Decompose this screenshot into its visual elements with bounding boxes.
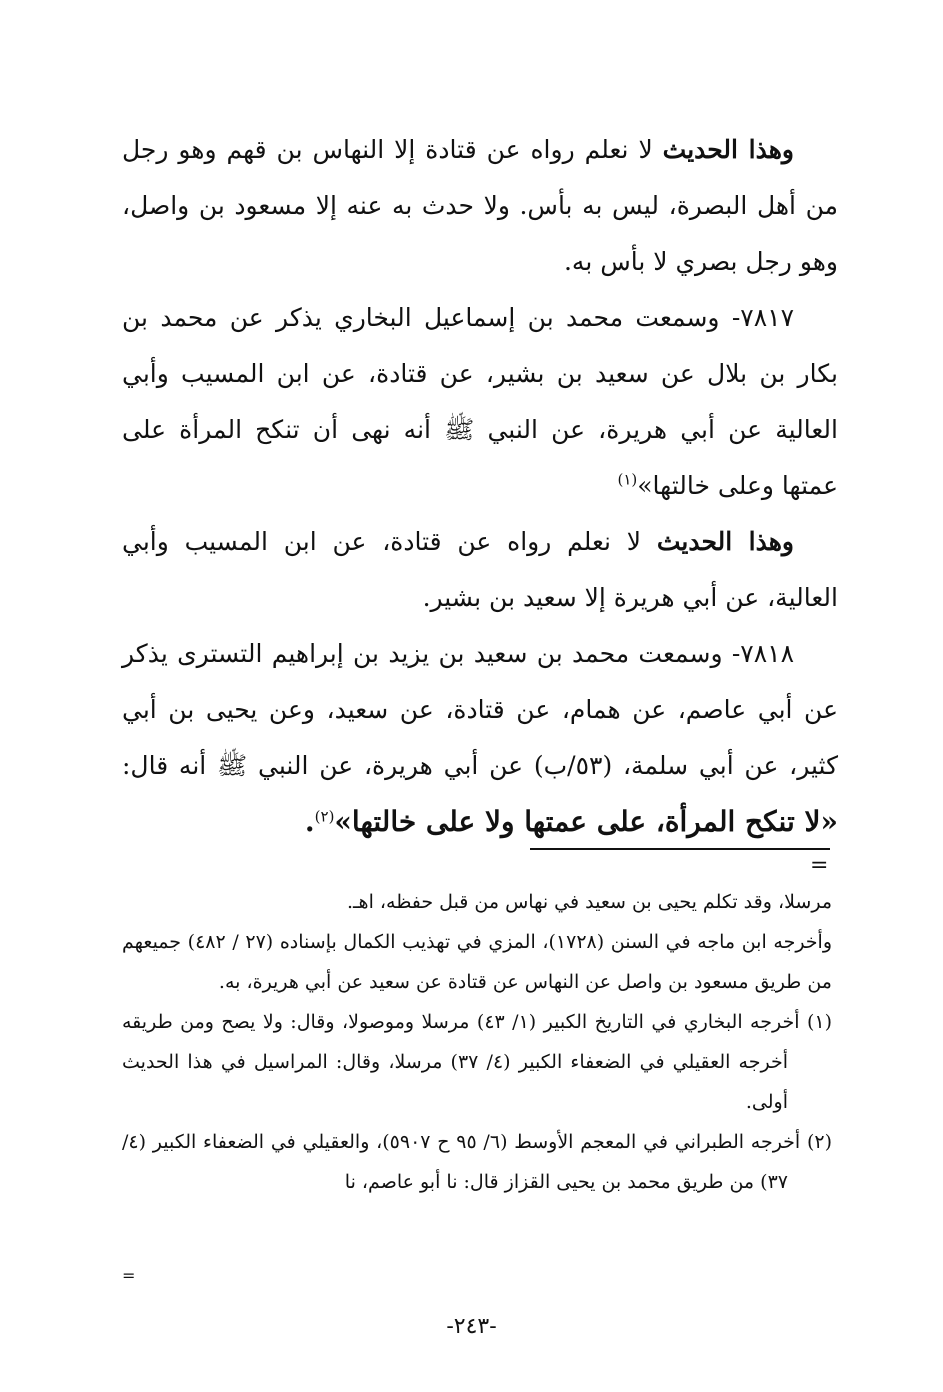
footnote-ref-2[interactable]: (٢) [314,807,335,826]
footnote-ref-1[interactable]: (١) [617,470,638,489]
bold-lead: وهذا الحديث [656,527,794,556]
hadith-7817 [122,290,838,514]
hadith-7818 [122,626,838,851]
paragraph-1 [122,122,838,290]
hadith-quote: «لا تنكح المرأة، على عمتها ولا على خالتها» [334,805,838,838]
paragraph-3 [122,514,838,626]
paragraph-text: ٧٨١٨- وسمعت محمد بن سعيد بن يزيد بن إبراهيم التسترى يذكر عن أبي عاصم، عن همام، عن قتادة، عن سعيد، وعن يحيى بن أبي كثير، عن أبي سلمة، (٥٣/ب) عن أبي هريرة، عن النبي ﷺ أنه قال: [122,639,838,780]
continues-mark: = [122,1266,136,1285]
footnote-continuation-2: وأخرجه ابن ماجه في السنن (١٧٢٨)، المزي في تهذيب الكمال بإسناده (٢٧ / ٤٨٢) جميعهم من طريق مسعود بن واصل عن النهاس عن قتادة عن سعيد عن أبي هريرة، به. [122,931,832,993]
paragraph-text: لا نعلم رواه عن قتادة، عن ابن المسيب وأبي العالية، عن أبي هريرة إلا سعيد بن بشير. [122,527,838,612]
continuation-mark: = [810,853,829,878]
final-period: . [304,805,315,838]
main-text [122,122,838,851]
footnote-1: (١) أخرجه البخاري في التاريخ الكبير (١/ ٤٣) مرسلا وموصولا، وقال: ولا يصح ومن طريقه أخرجه العقيلي في الضعفاء الكبير (٤/ ٣٧) مرسلا، وقال: المراسيل في هذا الحديث أولى. [122,1011,832,1113]
footnotes [122,882,832,1202]
footnote-2: (٢) أخرجه الطبراني في المعجم الأوسط (٦/ ٩٥ ح ٥٩٠٧)، والعقيلي في الضعفاء الكبير (٤/ ٣٧) من طريق محمد بن يحيى القزاز قال: نا أبو عاصم، نا [122,1131,833,1193]
page-number: -٢٤٣- [446,1314,497,1339]
footnote-continuation-1: مرسلا، وقد تكلم يحيى بن سعيد في نهاس من قبل حفظه، اهـ. [346,891,832,913]
paragraph-text: لا نعلم رواه عن قتادة إلا النهاس بن قهم وهو رجل من أهل البصرة، ليس به بأس. ولا حدث به عنه إلا مسعود بن واصل، وهو رجل بصري لا بأس به. [122,135,838,276]
bold-lead: وهذا الحديث [662,135,795,164]
footnote-separator [530,848,830,850]
paragraph-text: ٧٨١٧- وسمعت محمد بن إسماعيل البخاري يذكر عن محمد بن بكار بن بلال عن سعيد بن بشير، عن قتادة، عن ابن المسيب وأبي العالية عن أبي هريرة، عن النبي ﷺ أنه نهى أن تنكح المرأة على عمتها وعلى خالتها» [122,303,838,500]
